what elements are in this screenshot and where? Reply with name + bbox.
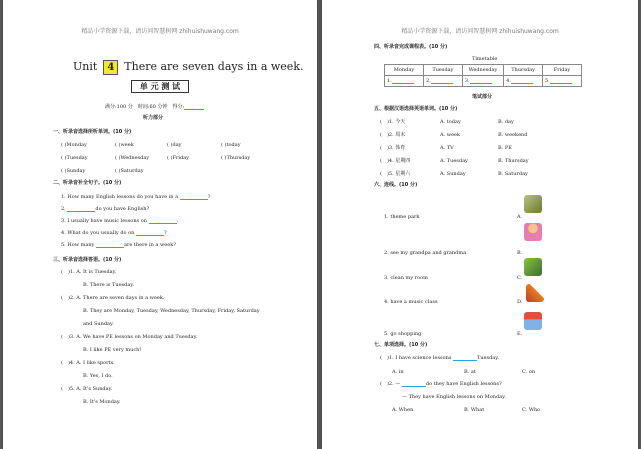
s3-line: B. There is Tuesday.: [83, 282, 135, 288]
s5-item: A. week: [440, 132, 461, 138]
s1-word: ( )week: [115, 142, 134, 148]
unit-label: Unit: [73, 60, 98, 73]
s5-item: B. weekend: [498, 132, 528, 138]
s6-item: 2. see my grandpa and grandma: [384, 250, 467, 256]
unit-number-badge: 4: [103, 60, 118, 75]
cleaning-picture: [526, 284, 544, 302]
park-picture: [524, 258, 542, 276]
s7-q1: ( )1. I have science lessons Tuesday.: [380, 355, 499, 361]
s5-item: ( )2. 周末: [380, 132, 406, 138]
unit-title: There are seven days in a week.: [124, 60, 304, 73]
s7-q1-opt-b: B. at: [464, 369, 476, 375]
s5-item: ( )4. 星期四: [380, 158, 411, 164]
timetable-day: Thursday: [504, 65, 543, 76]
s7-q2: ( )2. — do they have English lessons?: [380, 381, 502, 387]
page-header: 精品小学资源下载，请访问智慧树网 zhihuishuwang.com: [401, 28, 559, 35]
s7-q2-opt-b: B. What: [464, 407, 485, 413]
s1-word: ( )Thursday: [221, 155, 251, 161]
s7-q2-opt-c: C. Who: [522, 407, 541, 413]
girl-picture: [524, 223, 542, 241]
s6-item: 3. clean my room: [384, 275, 428, 281]
s1-word: ( )Sunday: [61, 168, 86, 174]
s6-item: 5. go shopping: [384, 331, 422, 337]
s2-title: 二、听录音补全句子。(10 分): [53, 180, 122, 186]
s6-title: 六、连线。(10 分): [374, 182, 418, 188]
s3-line: ( )2. A. There are seven days in a week.: [61, 295, 165, 301]
s3-line: B. It's Monday.: [83, 399, 121, 405]
timetable-day: Tuesday: [423, 65, 462, 76]
s2-sentence: 5. How many are there in a week?: [61, 242, 176, 248]
s5-item: B. PE: [498, 145, 512, 151]
s1-word: ( )Monday: [61, 142, 87, 148]
s6-letter: C.: [517, 275, 523, 281]
timetable-cell: 2.: [423, 76, 462, 87]
s6-letter: B.: [517, 250, 523, 256]
s5-item: ( )1. 今天: [380, 119, 406, 125]
s6-letter: D.: [517, 299, 523, 305]
s3-title: 三、听录音选择答语。(10 分): [53, 257, 122, 263]
s6-letter: A.: [517, 214, 523, 220]
s1-word: ( )today: [221, 142, 241, 148]
s1-word: ( )day: [167, 142, 182, 148]
timetable-cell: 4.: [504, 76, 543, 87]
s7-q2-answer: — They have English lessons on Monday.: [402, 394, 506, 400]
s3-line: B. I like PE very much!: [83, 347, 142, 353]
s5-item: B. Saturday: [498, 171, 528, 177]
s5-item: ( )3. 体育: [380, 145, 406, 151]
s7-title: 七、单项选择。(10 分): [374, 342, 428, 348]
writing-label: 笔试部分: [472, 94, 493, 100]
s3-line: B. Yes, I do.: [83, 373, 113, 379]
s1-word: ( )Wednesday: [115, 155, 150, 161]
s1-word: ( )Friday: [167, 155, 189, 161]
s3-line: ( )1. A. It is Tuesday.: [61, 269, 117, 275]
s1-title: 一、听录音选择所听单词。(10 分): [53, 129, 132, 135]
s7-q1-opt-a: A. in: [392, 369, 404, 375]
shop-picture: [524, 312, 542, 330]
s6-item: 4. have a music class: [384, 299, 438, 305]
s2-sentence: 4. What do you usually do on ?: [61, 230, 167, 236]
theme-park-picture: [524, 195, 542, 213]
timetable-day: Monday: [385, 65, 424, 76]
s3-line: B. They are Monday, Tuesday, Wednesday, Thursday, Friday, Saturday: [83, 308, 260, 314]
s3-line: ( )4. A. I like sports.: [61, 360, 115, 366]
s5-item: A. Sunday: [440, 171, 466, 177]
s5-item: B. Thursday: [498, 158, 529, 164]
test-info: 满分:100 分 时间:60 分钟 得分:: [105, 104, 204, 110]
s3-line: and Sunday.: [83, 321, 114, 327]
s7-q1-opt-c: C. on: [522, 369, 536, 375]
timetable-cell: 3.: [462, 76, 503, 87]
listening-label: 听力部分: [143, 115, 164, 121]
s5-item: B. day: [498, 119, 514, 125]
timetable-cell: 5.: [543, 76, 582, 87]
timetable-day: Friday: [543, 65, 582, 76]
s5-item: A. TV: [440, 145, 454, 151]
s3-line: ( )3. A. We have PE lessons on Monday and Tuesday.: [61, 334, 198, 340]
s2-sentence: 3. I usually have music lessons on .: [61, 218, 179, 224]
timetable-day: Wednesday: [462, 65, 503, 76]
s1-word: ( )Tuesday: [61, 155, 88, 161]
right-page: [322, 0, 638, 449]
page-header: 精品小学资源下载，请访问智慧树网 zhihuishuwang.com: [81, 28, 239, 35]
unit-heading: [73, 60, 303, 75]
test-title: 单 元 测 试: [131, 80, 189, 93]
timetable-cell: 1.: [385, 76, 424, 87]
s5-item: A. today: [440, 119, 461, 125]
s2-sentence: 2. do you have English?: [61, 206, 150, 212]
s1-word: ( )Saturday: [115, 168, 144, 174]
left-page: [3, 0, 317, 449]
s4-title: 四、听录音完成课程表。(10 分): [374, 44, 448, 50]
s5-title: 五、根据汉语选择英语单词。(10 分): [374, 106, 458, 112]
timetable: [384, 64, 582, 87]
s5-item: ( )5. 星期六: [380, 171, 411, 177]
s7-q2-opt-a: A. When: [392, 407, 414, 413]
s6-letter: E.: [517, 331, 523, 337]
s3-line: ( )5. A. It's Sunday.: [61, 386, 113, 392]
s6-item: 1. theme park: [384, 214, 420, 220]
timetable-label: Timetable: [472, 56, 498, 62]
s2-sentence: 1. How many English lessons do you have in a ?: [61, 194, 211, 200]
s5-item: A. Tuesday: [440, 158, 468, 164]
